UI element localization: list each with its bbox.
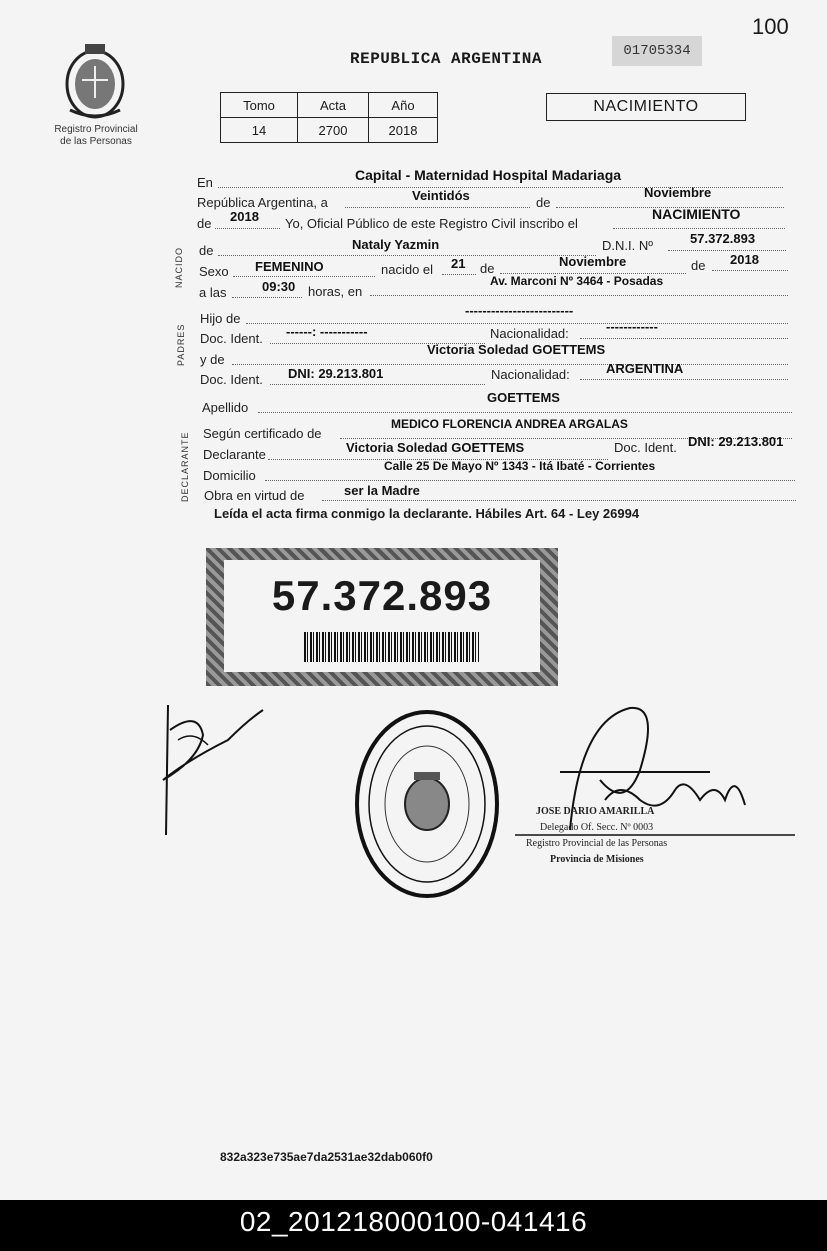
dni-sticker-inner bbox=[224, 560, 540, 672]
dotted-line bbox=[668, 249, 786, 251]
label-declarante: Declarante bbox=[203, 447, 266, 462]
value-anio-inscripcion: 2018 bbox=[230, 209, 259, 224]
label-yo-oficial: Yo, Oficial Público de este Registro Civil inscribo el bbox=[285, 216, 578, 231]
label-de: de bbox=[691, 258, 706, 273]
logo-caption: Registro Provincial de las Personas bbox=[54, 124, 138, 147]
country-title: REPUBLICA ARGENTINA bbox=[350, 50, 542, 68]
file-code-bar bbox=[0, 1200, 827, 1251]
label-de: de bbox=[536, 195, 551, 210]
value-dia-letras: Veintidós bbox=[412, 188, 470, 203]
label-doc-ident: Doc. Ident. bbox=[200, 331, 263, 346]
label-en: En bbox=[197, 175, 213, 190]
label-segun: Según certificado de bbox=[203, 426, 322, 441]
value-declarante: Victoria Soledad GOETTEMS bbox=[346, 440, 525, 455]
dotted-line bbox=[232, 363, 788, 365]
serial-stamp: 01705334 bbox=[612, 36, 702, 66]
official-role: Delegado Of. Secc. Nº 0003 bbox=[540, 822, 654, 833]
dotted-line bbox=[322, 499, 796, 501]
label-obra: Obra en virtud de bbox=[204, 488, 305, 503]
official-name: JOSE DARIO AMARILLA bbox=[536, 806, 655, 817]
value-hora: 09:30 bbox=[262, 279, 296, 294]
label-de: de bbox=[480, 261, 495, 276]
dotted-line bbox=[345, 206, 530, 208]
value-madre: Victoria Soledad GOETTEMS bbox=[427, 342, 606, 357]
value-mes-nacimiento: Noviembre bbox=[559, 254, 627, 269]
dotted-line bbox=[218, 254, 596, 256]
closing-text: Leída el acta firma conmigo la declarante. Hábiles Art. 64 - Ley 26994 bbox=[214, 506, 640, 521]
label-doc-ident: Doc. Ident. bbox=[614, 440, 677, 455]
label-y-de: y de bbox=[200, 352, 225, 367]
dotted-line bbox=[613, 227, 785, 229]
value-sexo: FEMENINO bbox=[255, 259, 324, 274]
label-horas-en: horas, en bbox=[308, 284, 363, 299]
value-dia-nacimiento: 21 bbox=[451, 256, 466, 271]
dotted-line bbox=[265, 479, 795, 481]
value-tomo: 14 bbox=[221, 118, 298, 143]
value-certificado: MEDICO FLORENCIA ANDREA ARGALAS bbox=[391, 417, 628, 431]
label-de: de bbox=[199, 243, 214, 258]
dni-sticker-number: 57.372.893 bbox=[271, 572, 493, 619]
record-type-box: NACIMIENTO bbox=[546, 93, 746, 121]
value-madre-doc: DNI: 29.213.801 bbox=[288, 366, 384, 381]
official-province: Provincia de Misiones bbox=[550, 854, 644, 865]
official-seal-icon bbox=[354, 708, 500, 900]
dotted-line bbox=[232, 296, 302, 298]
value-padre-nacionalidad: ------------ bbox=[606, 319, 658, 334]
dni-sticker bbox=[206, 548, 558, 686]
barcode bbox=[304, 632, 479, 662]
official-signature-icon bbox=[510, 700, 800, 840]
dotted-line bbox=[270, 383, 485, 385]
dotted-line bbox=[233, 275, 375, 277]
dotted-line bbox=[258, 411, 792, 413]
dotted-line bbox=[215, 227, 280, 229]
label-sexo: Sexo bbox=[199, 264, 229, 279]
official-office: Registro Provincial de las Personas bbox=[526, 838, 668, 849]
value-madre-nacionalidad: ARGENTINA bbox=[606, 361, 684, 376]
label-a-las: a las bbox=[199, 285, 227, 300]
value-obra: ser la Madre bbox=[344, 483, 420, 498]
label-republica: República Argentina, a bbox=[197, 195, 328, 210]
declarant-signature-icon bbox=[158, 700, 268, 840]
value-mes-inscripcion: Noviembre bbox=[644, 185, 712, 200]
value-dni: 57.372.893 bbox=[690, 231, 756, 246]
header-acta: Acta bbox=[298, 93, 369, 118]
label-dni: D.N.I. Nº bbox=[602, 238, 653, 253]
provincial-coat-of-arms-icon bbox=[60, 40, 130, 122]
dotted-line bbox=[580, 337, 788, 339]
label-hijo-de: Hijo de bbox=[200, 311, 241, 326]
label-apellido: Apellido bbox=[202, 400, 249, 415]
dotted-line bbox=[442, 273, 476, 275]
value-declarante-doc: DNI: 29.213.801 bbox=[688, 434, 784, 449]
label-nacido-el: nacido el bbox=[381, 262, 434, 277]
header-anio: Año bbox=[369, 93, 438, 118]
dotted-line bbox=[712, 269, 788, 271]
header-tomo: Tomo bbox=[221, 93, 298, 118]
label-doc-ident: Doc. Ident. bbox=[200, 372, 263, 387]
value-acto: NACIMIENTO bbox=[652, 206, 741, 222]
section-padres: PADRES bbox=[176, 323, 186, 366]
label-de: de bbox=[197, 216, 212, 231]
value-lugar: Capital - Maternidad Hospital Madariaga bbox=[355, 167, 622, 183]
label-domicilio: Domicilio bbox=[203, 468, 256, 483]
section-declarante: DECLARANTE bbox=[180, 431, 190, 502]
page-number: 100 bbox=[752, 14, 789, 39]
value-anio-nacimiento: 2018 bbox=[730, 252, 759, 267]
value-nombre: Nataly Yazmin bbox=[352, 237, 440, 252]
registry-table bbox=[220, 92, 438, 143]
dotted-line bbox=[370, 294, 788, 296]
value-domicilio: Calle 25 De Mayo Nº 1343 - Itá Ibaté - Corrientes bbox=[384, 459, 656, 473]
value-anio: 2018 bbox=[369, 118, 438, 143]
value-lugar-nacimiento: Av. Marconi Nº 3464 - Posadas bbox=[490, 274, 664, 288]
label-nacionalidad: Nacionalidad: bbox=[490, 326, 569, 341]
file-code: 02_201218000100-041416 bbox=[239, 1206, 588, 1237]
document-hash: 832a323e735ae7da2531ae32dab060f0 bbox=[220, 1150, 433, 1164]
label-nacionalidad: Nacionalidad: bbox=[491, 367, 570, 382]
value-padre: ------------------------- bbox=[465, 303, 574, 318]
value-padre-doc: ------: ----------- bbox=[286, 324, 368, 339]
dotted-line bbox=[580, 378, 788, 380]
section-nacido: NACIDO bbox=[174, 246, 184, 288]
value-acta: 2700 bbox=[298, 118, 369, 143]
value-apellido: GOETTEMS bbox=[487, 390, 560, 405]
